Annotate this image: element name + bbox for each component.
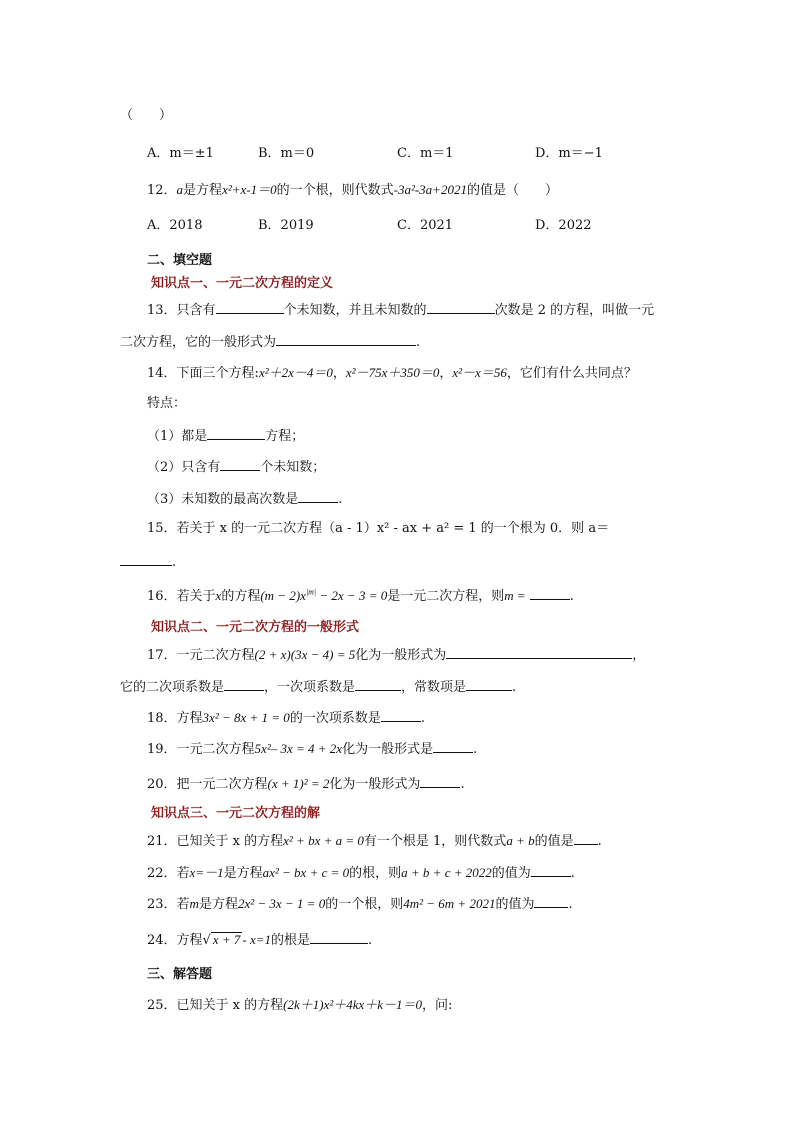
question-19: 19．一元二次方程5x²– 3x = 4 + 2x化为一般形式是 . [147, 741, 478, 757]
q17-blank-2[interactable] [224, 677, 264, 691]
q14-blank-2[interactable] [220, 457, 260, 471]
question-23: 23．若m是方程2x² − 3x − 1 = 0的一个根，则4m² − 6m + 2021的值为 . [147, 896, 573, 912]
question-21: 21．已知关于 x 的方程x² + bx + a = 0有一个根是 1，则代数式a + b的值是 . [147, 833, 602, 849]
q12-option-c: C．2021 [397, 218, 454, 233]
q18-blank[interactable] [381, 708, 421, 722]
question-12: 12．a是方程x²+x-1＝0的一个根，则代数式-3a²-3a+2021的值是（ ） [147, 182, 558, 198]
knowledge-point-2: 知识点二、一元二次方程的一般形式 [151, 620, 360, 635]
q17-blank-3[interactable] [355, 677, 401, 691]
q24-blank[interactable] [310, 930, 368, 944]
q20-blank[interactable] [420, 774, 460, 788]
section-2-title: 二、填空题 [147, 253, 213, 268]
question-14: 14．下面三个方程:x²＋2x－4＝0，x²－75x＋350＝0，x²－x＝56，它们有什么共同点？ [147, 365, 637, 381]
question-20: 20．把一元二次方程(x + 1)² = 2化为一般形式为 . [147, 776, 465, 792]
q22-blank[interactable] [531, 863, 571, 877]
q14-item-3: （3）未知数的最高次数是 . [147, 489, 342, 509]
q14-blank-1[interactable] [207, 426, 265, 440]
q17-blank-1[interactable] [446, 645, 632, 659]
q13-blank-3[interactable] [276, 332, 416, 346]
q14-features-label: 特点： [147, 396, 187, 411]
q12-option-b: B．2019 [258, 218, 314, 233]
question-25: 25．已知关于 x 的方程(2k＋1)x²＋4kx＋k－1＝0，问: [147, 997, 453, 1013]
section-3-title: 三、解答题 [147, 967, 213, 982]
q13-blank-2[interactable] [427, 300, 495, 314]
question-15-line2: . [120, 552, 176, 572]
question-18: 18．方程3x² − 8x + 1 = 0的一次项系数是 . [147, 710, 425, 726]
sqrt-symbol: √ [202, 933, 211, 948]
q21-blank[interactable] [574, 831, 598, 845]
q14-item-1: （1）都是 方程； [147, 426, 304, 446]
q11-option-b: B．m＝0 [258, 146, 315, 161]
question-17-line2: 它的二次项系数是 ，一次项系数是 ，常数项是 . [120, 677, 516, 697]
question-13-line2: 二次方程，它的一般形式为 . [120, 332, 420, 352]
q17-blank-4[interactable] [466, 677, 512, 691]
question-15: 15．若关于 x 的一元二次方程（a - 1）x² - ax + a² = 1 的一个根为 0．则 a＝ [147, 521, 610, 536]
q19-blank[interactable] [433, 739, 473, 753]
q12-option-a: A．2018 [147, 218, 203, 233]
q11-option-c: C．m＝1 [397, 146, 454, 161]
q11-option-a: A．m＝±1 [147, 146, 214, 161]
question-24: 24．方程√ x + 7 - x=1的根是 . [147, 932, 373, 948]
q16-blank[interactable] [530, 586, 570, 600]
q12-option-d: D．2022 [535, 218, 592, 233]
q15-blank[interactable] [120, 552, 172, 566]
q11-option-d: D．m＝−1 [535, 146, 603, 161]
question-22: 22．若x=－1是方程ax² − bx + c = 0的根，则a + b + c + 2022的值为 . [147, 865, 575, 881]
q14-blank-3[interactable] [298, 489, 338, 503]
q23-blank[interactable] [534, 894, 568, 908]
q14-item-2: （2）只含有 个未知数； [147, 457, 325, 477]
q13-blank-1[interactable] [216, 300, 284, 314]
question-13: 13．只含有 个未知数，并且未知数的 次数是 2 的方程，叫做一元 [147, 300, 654, 320]
knowledge-point-1: 知识点一、一元二次方程的定义 [151, 276, 334, 291]
question-16: 16．若关于x的方程$(m - 2)x^{|m|} - 2x - 3 = 0$是一元二次方程，则m = . [147, 587, 574, 604]
knowledge-point-3: 知识点三、一元二次方程的解 [151, 806, 321, 821]
q11-paren: （ ） [120, 108, 173, 123]
question-17: 17．一元二次方程(2 + x)(3x − 4) = 5化为一般形式为 ， [147, 647, 646, 663]
